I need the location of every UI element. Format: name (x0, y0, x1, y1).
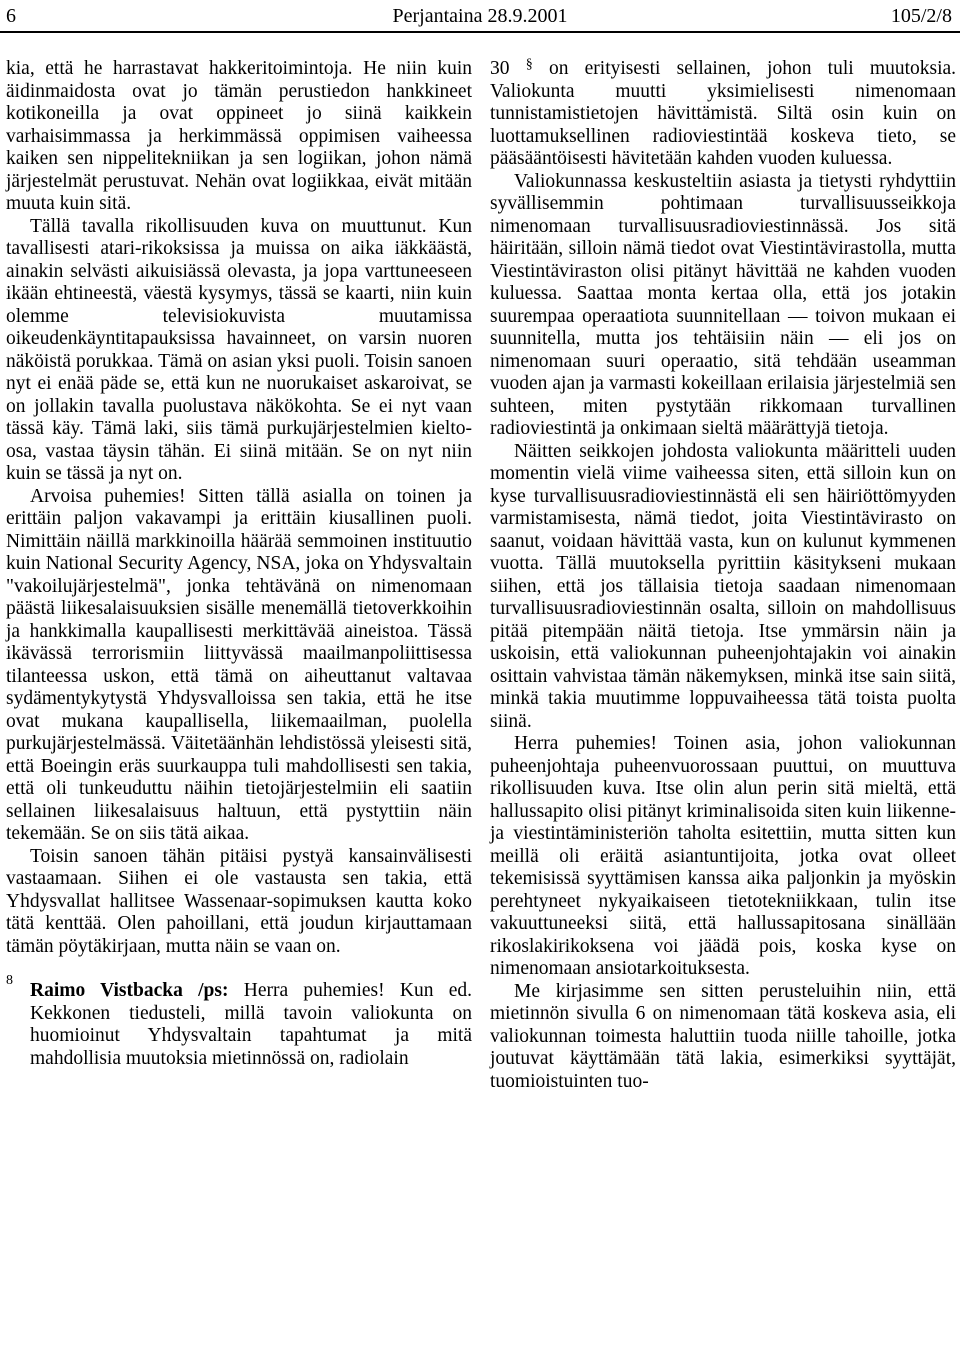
speech-marker: 8 (6, 973, 13, 988)
paragraph: kia, että he harrastavat hakkeritoimintoja. He niin kuin äidinmaidosta ovat jo tämän perustiedon hankkineet kotikoneilla ja ovat oppineet jo siinä kaikkein varhaisimmassa ja herkimmässä oppimisen vaiheessa kaiken sen nippelitekniikan ja sen logiikan, johon nämä järjestelmät perustuvat. Nehän ovat logiikkaa, eivät mitään muuta kuin sitä. (6, 58, 472, 214)
paragraph: Herra puhemies! Toinen asia, johon valiokunnan puheenjohtaja puheenvuorossaan puuttui, on muuttuva rikollisuuden kuva. Itse olin alun perin sitä mieltä, että hallussapito olisi pitänyt kriminalisoida siten kuin liikenne- ja viestintäministeriön taholta esitettiin, mutta sitten kun meillä oli eräitä asiantuntijoita, jotka ovat olleet tekemisissä syyttämisen kanssa aika paljonkin ja myöskin perehtyneet nykyaikaiseen tietotekniikkaan, tulin itse vakuuttuneeksi siitä, että hallussapitosana sinällään rikoslakirikoksena voi jäädä pois, koska kyse on nimenomaan ansiotarkoituksesta. (490, 733, 956, 979)
paragraph: Näitten seikkojen johdosta valiokunta määritteli uuden momentin vielä viime vaiheessa siten, että silloin kun on kyse turvallisuusradioviestinnästä eli sen häiriöttömyyden varmistamisesta, nämä tiedot, joita Viestintävirasto on saanut, voidaan hävittää vasta, kun on kulunut kymmenen vuotta. Tällä muutoksella pyrittiin käsitykseni mukaan siihen, että jos tällaisia tietoja saadaan nimenomaan turvallisuusradioviestinnän osalta, silloin on mahdollisuus pitää pitempään näitä tietoja. Itse ymmärsin näin ja uskoisin, että valiokunnan puheenjohtajakin voi ainakin osittain vahvistaa tämän näkemyksen, minkä itse sain siitä, minkä takia muutimme loppuvaiheessa tätä toista puolta siinä. (490, 440, 956, 732)
speaker-name: Raimo Vistbacka /ps: (30, 980, 229, 1001)
paragraph: Tällä tavalla rikollisuuden kuva on muuttunut. Kun tavallisesti atari-rikoksissa ja muissa on aika iäkkäästä, ainakin selvästi aikuisiässä olevasta, ja jopa varttuneeseen ikään ehtineestä, väestä kysymys, tässä se kaarti, niin kuin olemme televisiokuvista muutamissa oikeudenkäyntitapauksissa havainneet, on varsin nuoren näköistä porukkaa. Tämä on asian yksi puoli. Toisin sanoen nyt ei enää päde se, että kun ne nuorukaiset askaroivat, se on jollakin tavalla puolustava näkökohta. Se ei nyt vaan tässä käy. Tämä laki, siis tämä purkujärjestelmien kielto-osa, vastaa täysin tähän. Ei siinä mitään. Se on nyt niin kuin se tässä ja nyt on. (6, 215, 472, 484)
paragraph (490, 58, 956, 171)
paragraph: Valiokunnassa keskusteltiin asiasta ja tietysti ryhdyttiin syvällisemmin pohtimaan turvallisuusseikkoja nimenomaan turvallisuusradioviestinnässä. Jos sitä häiritään, silloin nämä tiedot ovat Viestintävirastolla, mutta Viestintäviraston olisi pitänyt hävittää ne kahden vuoden kuluessa. Saattaa monta kertaa olla, että jos jotakin suurempaa operaatiota suunnitellaan — toivon mukaan ei suunnitella, mutta jos tehtäisiin näin — eli jos on nimenomaan suuri operaatio, sitä tehdään useamman vuoden ajan ja varmasti kokeillaan erilaisia järjestelmiä sen suhteen, miten pystytään rikkomaan turvallinen radioviestintä ja onkimaan sieltä määrättyjä tietoja. (490, 170, 956, 439)
paragraph: Arvoisa puhemies! Sitten tällä asialla on toinen ja erittäin paljon vakavampi ja erittäin kiusallinen puoli. Nimittäin näillä markkinoilla häärää semmoinen instituutio kuin National Security Agency, NSA, joka on Yhdysvaltain "vakoilujärjestelmä", jonka tehtävänä on nimenomaan päästä liikesalaisuuksien sisälle menemällä tietoverkkoihin ja hankkimalla kaupallisesti merkittävää aineistoa. Tässä ikävässä terrorismiin liittyvässä maailmanpoliittisessa tilanteessa uskon, että tämä on aiheuttanut valtavaa sydämentykytystä Yhdysvalloissa sen takia, että he itse ovat mukana kaupallisella, liikemaailman, puolella purkujärjestelmässä. Väitetäänhän lehdistössä yleisesti sitä, että Boeingin eräs suurkauppa tuli mahdollisesti sen takia, että oli tunkeuduttu näihin tietojärjestelmiin eli saatiin sellainen liikesalaisuus haltuun, että pystyttiin näin tekemään. Se on siis tätä aikaa. (6, 485, 472, 844)
document-reference: 105/2/8 (890, 5, 952, 27)
speech-paragraph (6, 973, 472, 1070)
header-rule (0, 31, 960, 33)
right-column (490, 58, 956, 1093)
section-number: 30 (490, 58, 510, 79)
paragraph-text: on erityisesti sellainen, johon tuli muutoksia. Valiokunta muutti yksimielisesti nimenomaan tunnistamistietojen hävittämistä. Siltä osin kuin on luottamuksellinen radioviestintää koskeva tieto, se pääsääntöisesti hävitetään kahden vuoden kuluessa. (490, 58, 957, 169)
speech-text: Herra puhemies! Kun ed. Kekkonen tiedusteli, millä tavoin valiokunta on huomioinut Yhdysvaltain tapahtumat ja mitä mahdollisia muutoksia mietinnössä on, radiolain (30, 980, 472, 1069)
page-number: 6 (6, 5, 16, 27)
paragraph: Me kirjasimme sen sitten perusteluihin niin, että mietinnön sivulla 6 on nimenomaan tätä koskeva asia, eli valiokunnan toimesta haluttiin tuoda niille tahoille, jotka joutuvat käyttämään tätä lakia, esimerkiksi syyttäjät, tuomioistuinten tuo- (490, 980, 956, 1092)
page-header (0, 0, 960, 34)
session-date: Perjantaina 28.9.2001 (392, 5, 568, 27)
section-mark: § (525, 57, 533, 72)
paragraph: Toisin sanoen tähän pitäisi pystyä kansainvälisesti vastaamaan. Siihen ei ole vastausta sen takia, että Yhdysvallat hallitsee Wassenaar-sopimuksen kautta koko tätä kenttää. Olen pahoillani, että joudun kirjauttamaan tämän pöytäkirjaan, mutta näin se vaan on. (6, 845, 472, 957)
left-column (6, 58, 472, 1070)
